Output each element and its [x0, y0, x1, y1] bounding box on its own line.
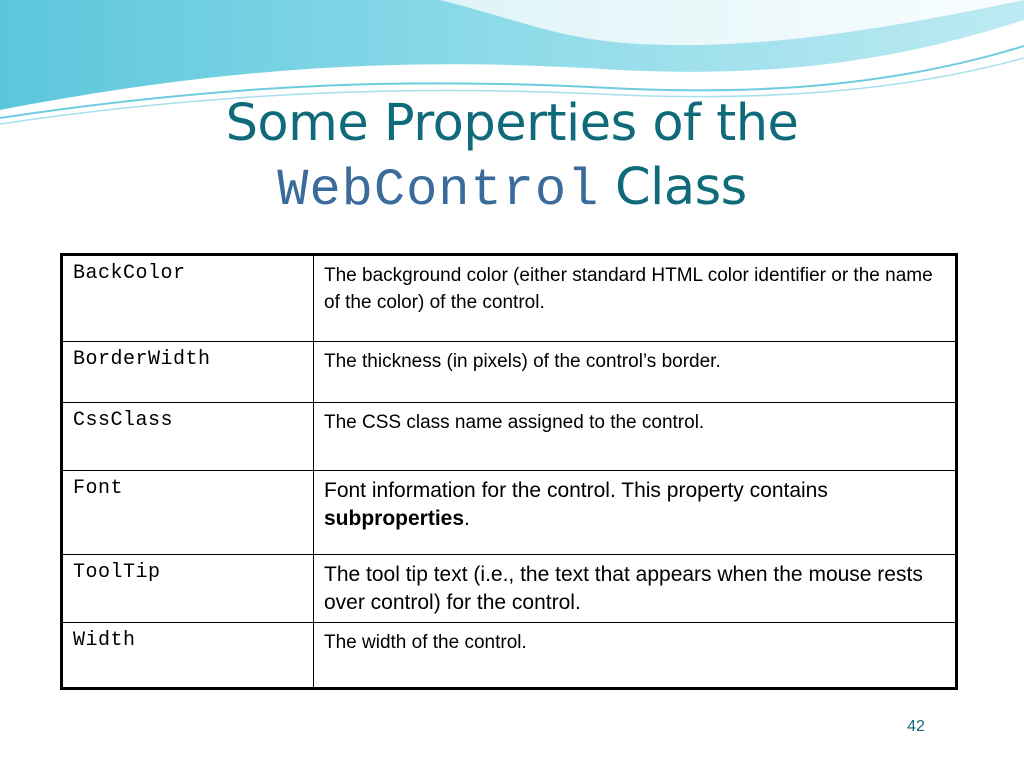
table-row [62, 255, 957, 342]
property-description: The CSS class name assigned to the control. [314, 403, 957, 471]
property-description [314, 471, 957, 555]
table-row [62, 471, 957, 555]
property-name: CssClass [62, 403, 314, 471]
property-description: The tool tip text (i.e., the text that appears when the mouse rests over control) for the control. [314, 555, 957, 622]
property-name: Width [62, 622, 314, 689]
table-row [62, 403, 957, 471]
table-row [62, 341, 957, 402]
property-name: ToolTip [62, 555, 314, 622]
description-text-end: . [464, 507, 470, 531]
property-description: The background color (either standard HTML color identifier or the name of the color) of the control. [314, 255, 957, 342]
title-line-2 [0, 156, 1024, 223]
table-row [62, 555, 957, 622]
table-row [62, 622, 957, 689]
page-number: 42 [907, 718, 925, 735]
description-text: Font information for the control. This property contains [324, 479, 828, 503]
property-description: The width of the control. [314, 622, 957, 689]
property-name: Font [62, 471, 314, 555]
title-line-1: Some Properties of the [225, 94, 799, 153]
property-description: The thickness (in pixels) of the control’s border. [314, 341, 957, 402]
description-bold-text: subproperties [324, 507, 465, 531]
title-code-class-name: WebControl [277, 161, 600, 220]
slide-title [0, 92, 1024, 223]
property-name: BorderWidth [62, 341, 314, 402]
properties-table [60, 253, 958, 690]
property-name: BackColor [62, 255, 314, 342]
title-suffix: Class [615, 158, 747, 217]
